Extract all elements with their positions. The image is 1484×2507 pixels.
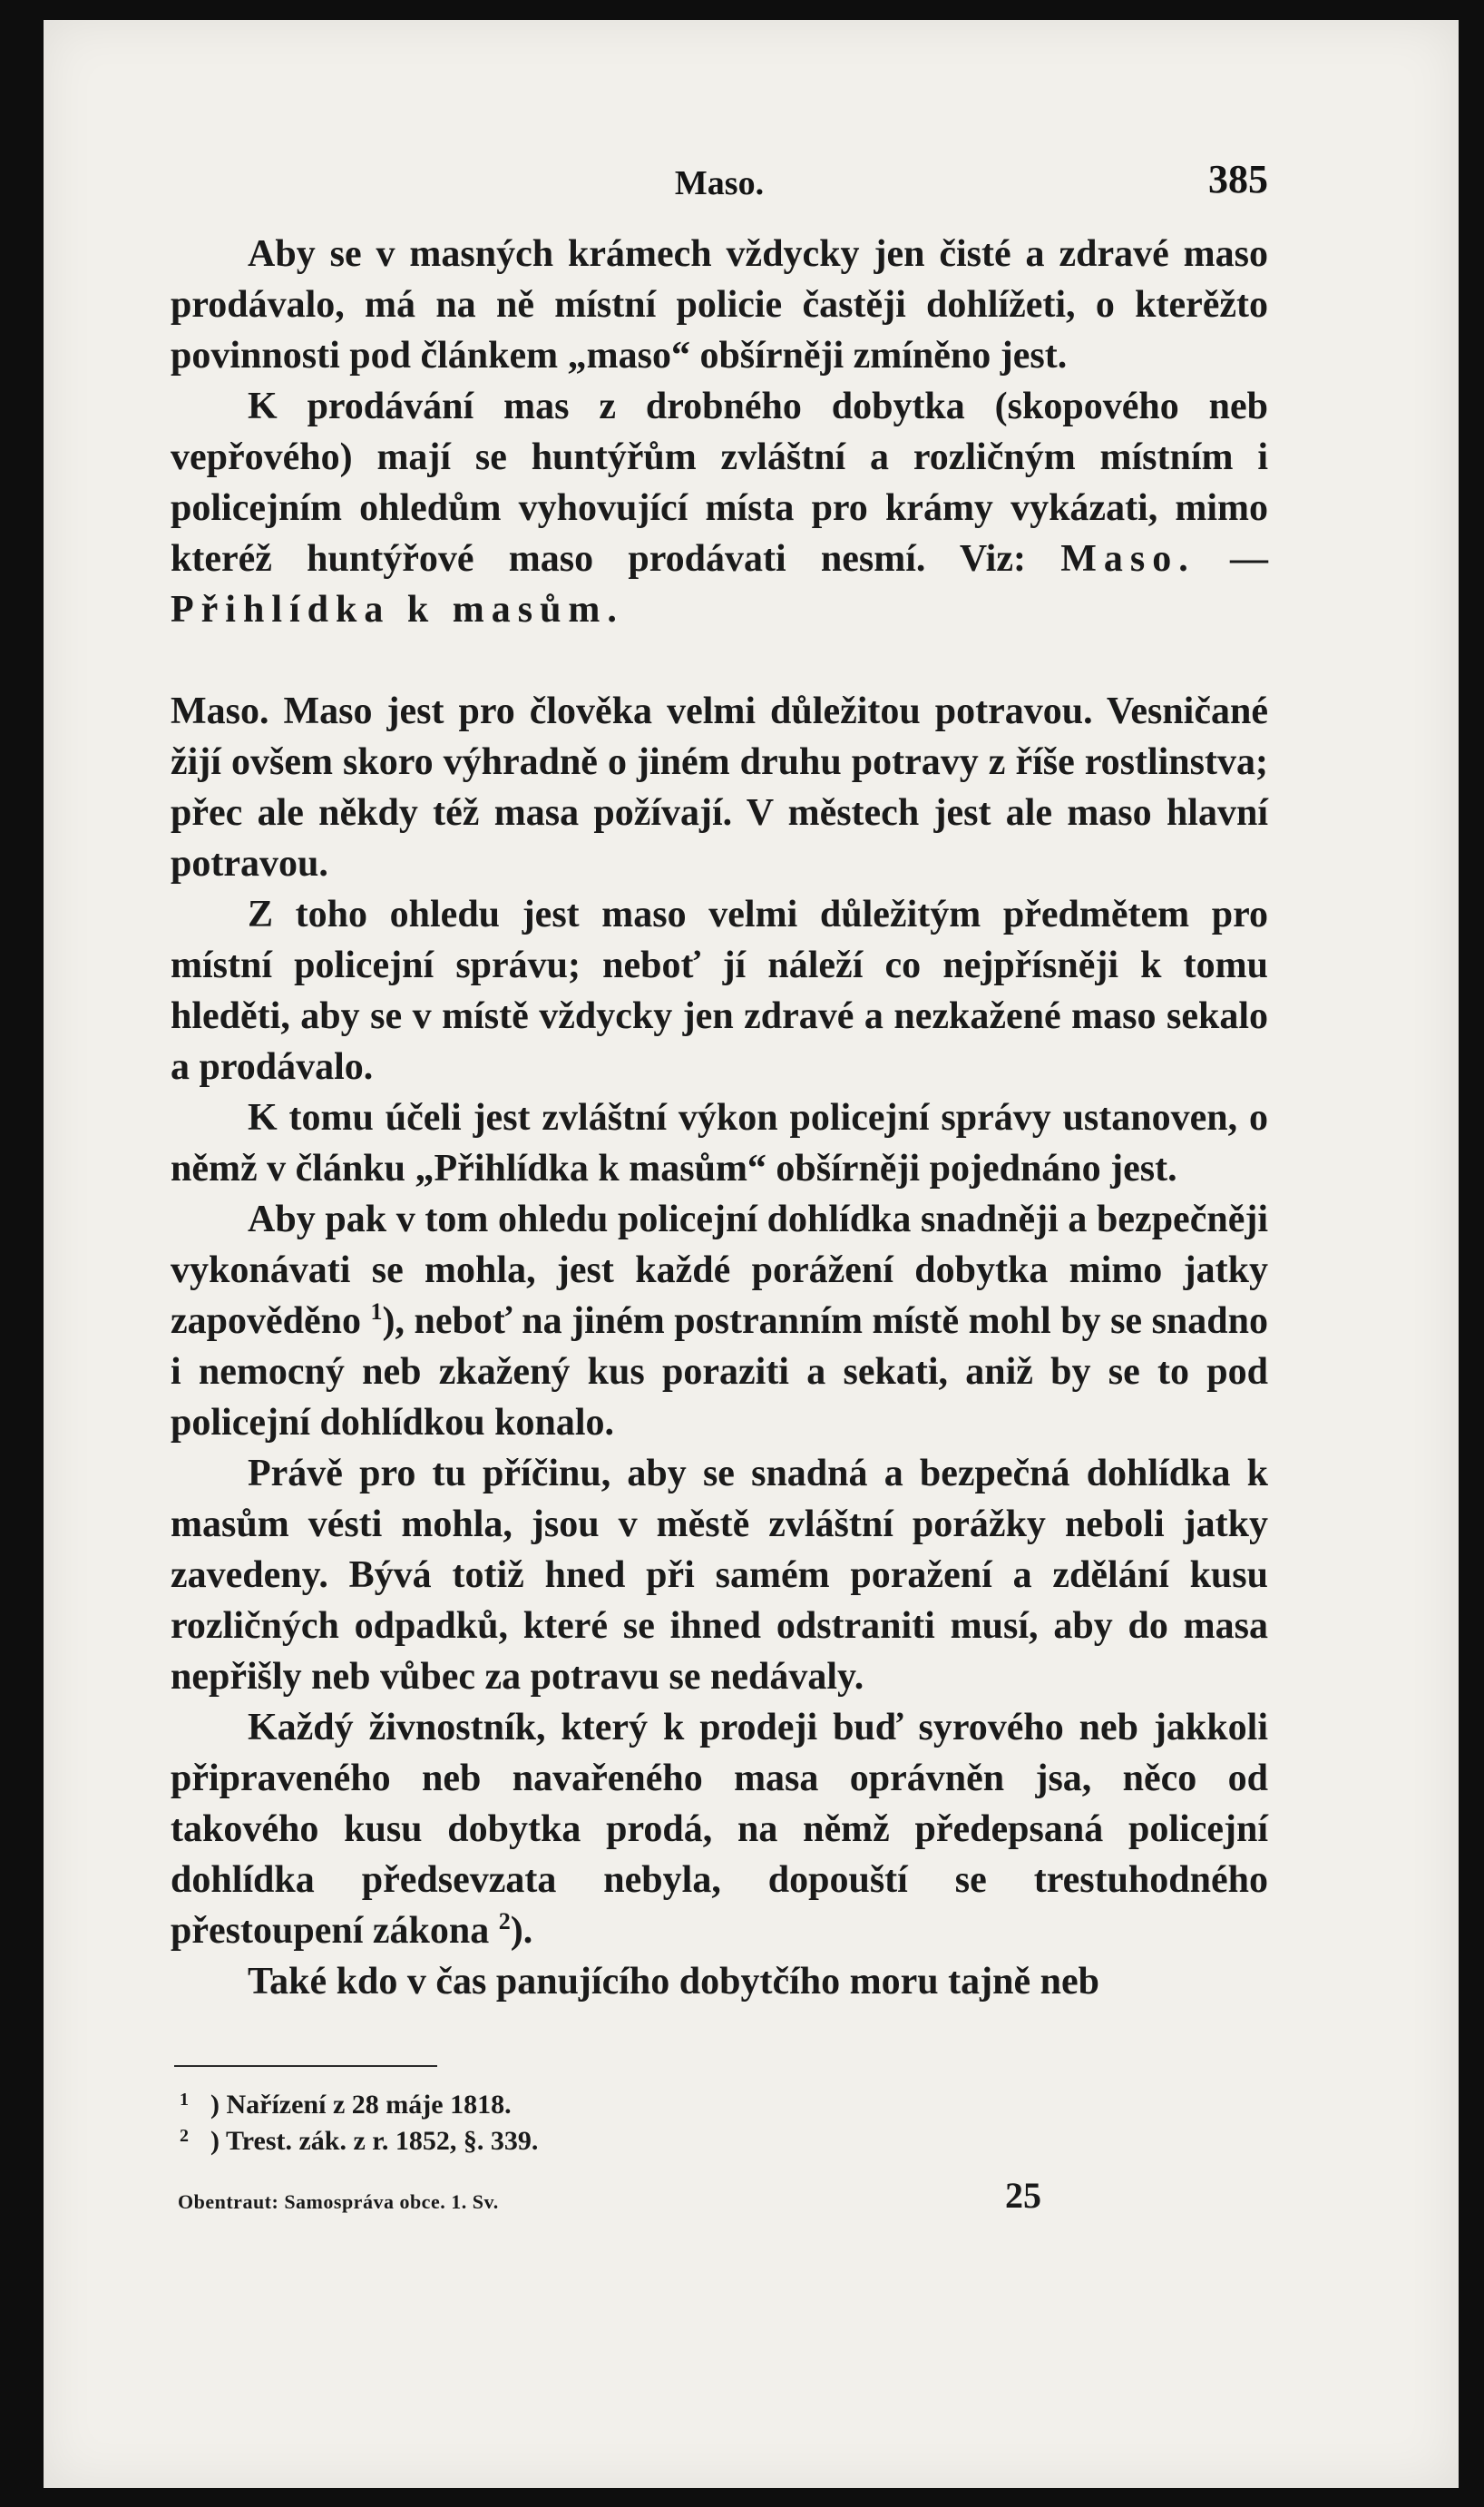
- entry-first-paragraph: [171, 686, 1268, 889]
- paragraph: Aby se v masných krámech vždycky jen čisté a zdravé maso prodávalo, má na ně místní policie častěji dohlížeti, o kterěžto povinnosti pod článkem „maso“ obšírněji zmíněno jest.: [171, 233, 1268, 377]
- page-number: 385: [1208, 157, 1268, 201]
- paragraph-text: K prodávání mas z drobného dobytka (skopového neb vepřového) mají se huntýřům zvláštní a rozličným místním i policejním ohledům vyhovující místa pro krámy vykázati, mimo kteréž huntýřové maso prodávati nesmí. Viz:: [171, 386, 1268, 580]
- running-head: Maso.: [674, 164, 765, 202]
- signature-text: Obentraut: Samospráva obce. 1. Sv.: [178, 2190, 499, 2213]
- footnote: [180, 2123, 1268, 2159]
- paragraph-text: Maso jest pro člověka velmi důležitou potravou. Vesničané žijí ovšem skoro výhradně o jiném druhu potravy z říše rostlinstva; přec ale někdy též masa požívají. V městech jest ale maso hlavní potravou.: [171, 690, 1268, 885]
- cross-reference: Přihlídka k masům.: [171, 589, 624, 631]
- paragraph: [171, 1702, 1268, 1956]
- footnote-mark: 2: [180, 2126, 189, 2146]
- footnote-text: ) Nařízení z 28 máje 1818.: [210, 2090, 512, 2120]
- paragraph: K tomu účeli jest zvláštní výkon policejní správy ustanoven, o němž v článku „Přihlídka k masům“ obšírněji pojednáno jest.: [171, 1097, 1268, 1190]
- footnote-reference: 1: [370, 1298, 383, 1325]
- body-text: [171, 229, 1268, 2007]
- footnote-divider: [174, 2065, 437, 2067]
- dash: —: [1195, 538, 1269, 580]
- printer-signature: [171, 2174, 1268, 2228]
- footnote-text: ) Trest. zák. z r. 1852, §. 339.: [210, 2126, 539, 2156]
- paragraph: [171, 1194, 1268, 1448]
- footnote-mark: 1: [180, 2090, 189, 2110]
- footnotes: [171, 2087, 1268, 2159]
- paragraph: Také kdo v čas panujícího dobytčího moru tajně neb: [248, 1961, 1099, 2003]
- paragraph-text: ).: [510, 1910, 533, 1952]
- paragraph-text: Aby pak v tom ohledu policejní dohlídka snadněji a bezpečněji vykonávati se mohla, jest každé porážení dobytka mimo jatky zapověděno: [171, 1199, 1268, 1342]
- paragraph: [171, 381, 1268, 635]
- entry-heading: Maso.: [171, 690, 269, 732]
- page-content: [171, 156, 1268, 2228]
- cross-reference: Maso.: [1060, 538, 1196, 580]
- page-header: [171, 156, 1268, 211]
- sheet-number: 25: [1005, 2175, 1041, 2216]
- footnote: [180, 2087, 1268, 2123]
- footnote-reference: 2: [498, 1908, 511, 1934]
- paragraph-text: Každý živnostník, který k prodeji buď syrového neb jakkoli připraveného neb navařeného masa oprávněn jsa, něco od takového kusu dobytka prodá, na němž předepsaná policejní dohlídka předsevzata nebyla, dopouští se trestuhodného přestoupení zákona: [171, 1707, 1268, 1952]
- paragraph-text: ), neboť na jiném postranním místě mohl by se snadno i nemocný neb zkažený kus poraziti a sekati, aniž by se to pod policejní dohlídkou konalo.: [171, 1300, 1268, 1444]
- section-gap: [171, 635, 1268, 686]
- paragraph: Z toho ohledu jest maso velmi důležitým předmětem pro místní policejní správu; neboť jí náleží co nejpřísněji k tomu hleděti, aby se v místě vždycky jen zdravé a nezkažené maso sekalo a prodávalo.: [171, 894, 1268, 1088]
- book-page: [44, 20, 1459, 2488]
- paragraph: Právě pro tu příčinu, aby se snadná a bezpečná dohlídka k masům vésti mohla, jsou v městě zvláštní porážky neboli jatky zavedeny. Bývá totiž hned při samém poražení a zdělání kusu rozličných odpadků, které se ihned odstraniti musí, aby do masa nepřišly neb vůbec za potravu se nedávaly.: [171, 1453, 1268, 1698]
